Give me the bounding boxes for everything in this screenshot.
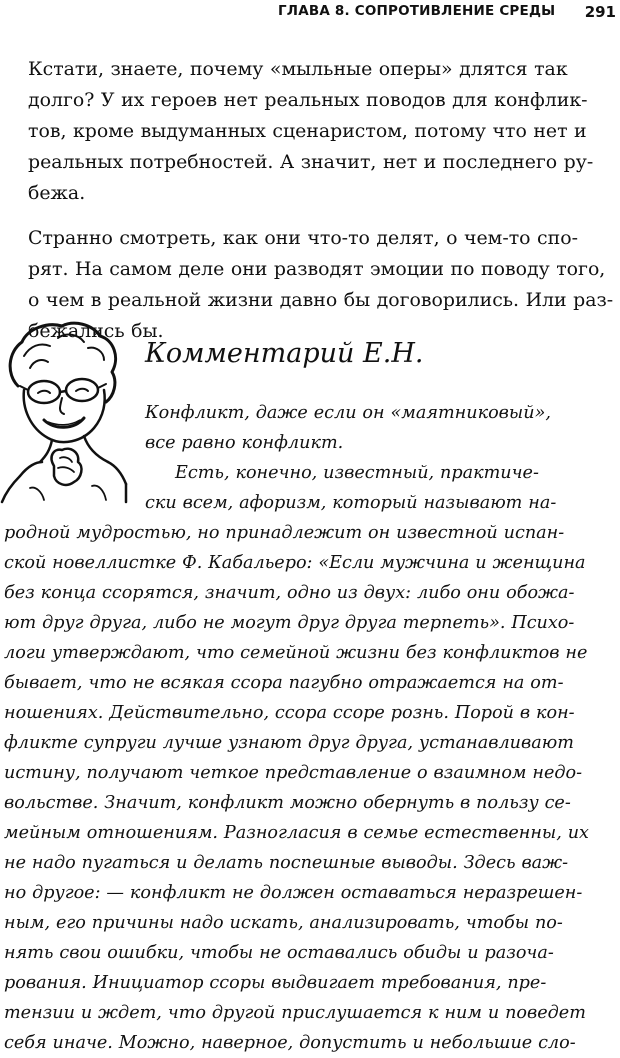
comment-line: фликте супруги лучше узнают друг друга, устанавливают: [4, 733, 574, 753]
chapter-title: ГЛАВА 8. СОПРОТИВЛЕНИЕ СРЕДЫ: [278, 3, 556, 19]
comment-line: без конца ссорятся, значит, одно из двух: либо они обожа-: [4, 583, 575, 603]
paragraph-1: [28, 54, 608, 209]
text-line: реальных потребностей. А значит, нет и последнего ру-: [28, 151, 594, 173]
comment-line: бывает, что не всякая ссора пагубно отражается на от-: [4, 673, 564, 693]
comment-line: ют друг друга, либо не могут друг друга терпеть». Психо-: [4, 613, 575, 633]
comment-line: истину, получают четкое представление о взаимном недо-: [4, 763, 583, 783]
comment-heading: Комментарий Е.Н.: [145, 338, 424, 369]
comment-line: рования. Инициатор ссоры выдвигает требования, пре-: [4, 973, 547, 993]
comment-line: но другое: — конфликт не должен оставаться неразрешен-: [4, 883, 583, 903]
comment-line: Есть, конечно, известный, практиче-: [175, 463, 539, 483]
text-line: о чем в реальной жизни давно бы договорились. Или раз-: [28, 289, 614, 311]
comment-line: вольстве. Значит, конфликт можно обернуть в пользу се-: [4, 793, 571, 813]
comment-line: тензии и ждет, что другой прислушается к ним и поведет: [4, 1003, 586, 1023]
text-line: бежались бы.: [28, 320, 164, 342]
page-number: 291: [584, 3, 616, 21]
comment-line: логи утверждают, что семейной жизни без конфликтов не: [4, 643, 588, 663]
text-line: Странно смотреть, как они что-то делят, о чем-то спо-: [28, 227, 578, 249]
comment-line: все равно конфликт.: [145, 433, 344, 453]
main-text: [28, 54, 614, 347]
comment-line: ски всем, афоризм, который называют на-: [145, 493, 557, 513]
comment-line: ношениях. Действительно, ссора ссоре рознь. Порой в кон-: [4, 703, 575, 723]
comment-line: не надо пугаться и делать поспешные выводы. Здесь важ-: [4, 853, 569, 873]
comment-line: ской новеллистке Ф. Кабальеро: «Если мужчина и женщина: [4, 553, 586, 573]
comment-line: родной мудростью, но принадлежит он известной испан-: [4, 523, 565, 543]
text-line: долго? У их героев нет реальных поводов для конфлик-: [28, 89, 588, 111]
text-line: Кстати, знаете, почему «мыльные оперы» длятся так: [28, 58, 568, 80]
comment-line: себя иначе. Можно, наверное, допустить и небольшие сло-: [4, 1033, 576, 1053]
comment-line: Конфликт, даже если он «маятниковый»,: [145, 403, 551, 423]
comment-line: ным, его причины надо искать, анализировать, чтобы по-: [4, 913, 563, 933]
comment-line: нять свои ошибки, чтобы не оставались обиды и разоча-: [4, 943, 554, 963]
comment-text: [0, 398, 620, 1058]
comment-line: мейным отношениям. Разногласия в семье естественны, их: [4, 823, 589, 843]
text-line: рят. На самом деле они разводят эмоции по поводу того,: [28, 258, 606, 280]
text-line: бежа.: [28, 182, 86, 204]
text-line: тов, кроме выдуманных сценаристом, потому что нет и: [28, 120, 587, 142]
